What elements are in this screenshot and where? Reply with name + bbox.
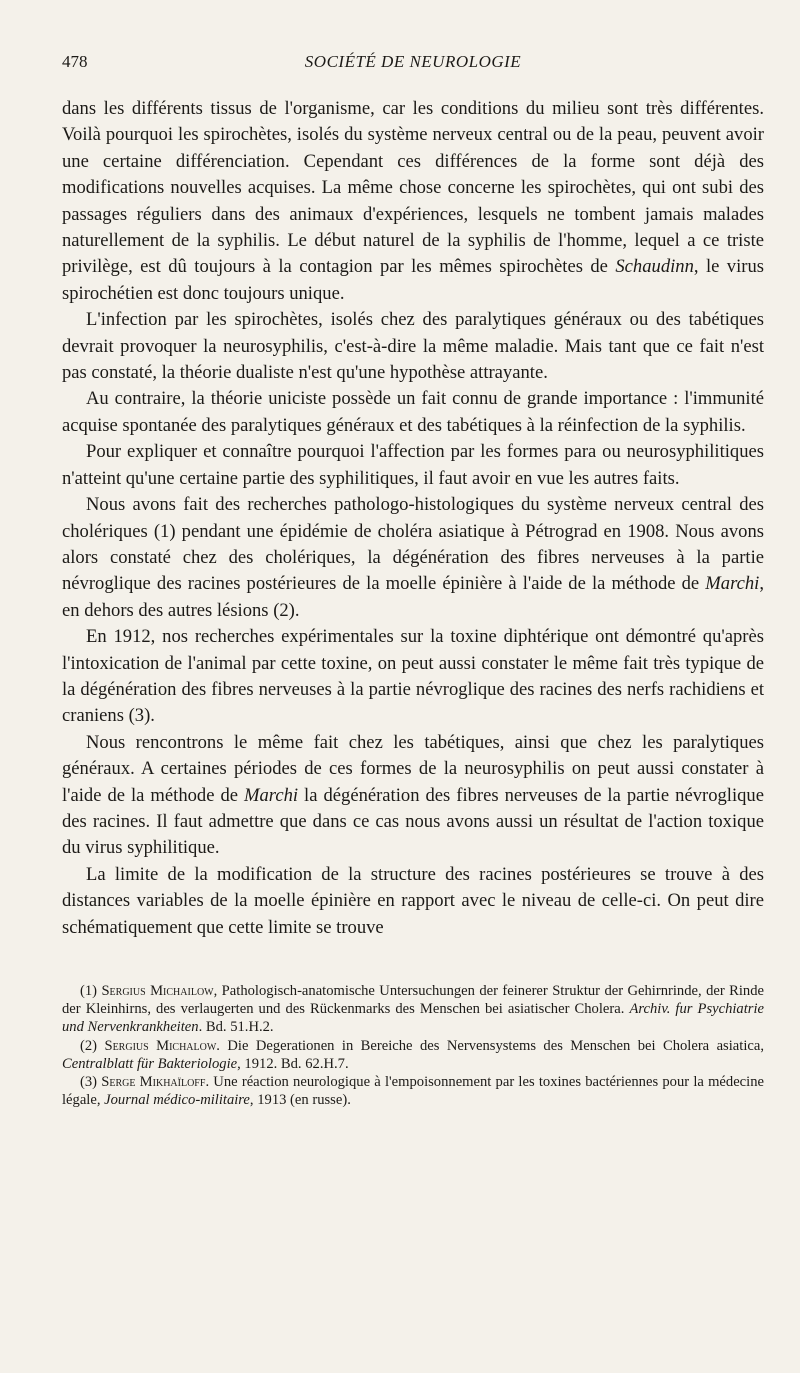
article-body xyxy=(62,96,764,941)
author-name-schaudinn: Schaudinn xyxy=(615,256,694,278)
method-name-marchi: Marchi xyxy=(705,573,760,595)
running-title: SOCIÉTÉ DE NEUROLOGIE xyxy=(304,52,522,71)
journal-page xyxy=(62,52,764,1109)
footnote-1: (1) Sergius Michailow, Pathologisch-anatomische Untersuchungen der feinerer Struktur der Gehirnrinde, der Rinde der Kleinhirns, des verlaugerten und des Rückenmarks des Menschen bei asiatischer Cholera. Archiv. fur Psychiatrie und Nervenkrankheiten. Bd. 51.H.2. xyxy=(62,983,764,1036)
page-number: 478 xyxy=(62,52,88,71)
running-head xyxy=(62,52,764,82)
footnote-3: (3) Serge Mikhaïloff. Une réaction neurologique à l'empoisonnement par les toxines bactériennes pour la médecine légale, Journal médico-militaire, 1913 (en russe). xyxy=(62,1074,764,1109)
paragraph-6: En 1912, nos recherches expérimentales sur la toxine diphtérique ont démontré qu'après l'intoxication de l'animal par cette toxine, on peut aussi constater le même fait très typique de la dégénération des fibres nerveuses à la partie névroglique des racines des nerfs rachidiens et craniens (3). xyxy=(62,626,764,727)
paragraph-7: Nous rencontrons le même fait chez les tabétiques, ainsi que chez les paralytiques généraux. A certaines périodes de ces formes de la neurosyphilis on peut aussi constater à l'aide de la méthode de Marchi la dégénération des fibres nerveuses de la partie névroglique des racines. Il faut admettre que dans ce cas nous avons aussi un résultat de l'action toxique du virus syphilitique. xyxy=(62,731,764,859)
footnotes xyxy=(62,982,764,1109)
paragraph-2: L'infection par les spirochètes, isolés chez des paralytiques généraux ou des tabétiques devrait provoquer la neurosyphilis, c'est-à-dire la même maladie. Mais tant que ce fait n'est pas constaté, la théorie dualiste n'est qu'une hypothèse attrayante. xyxy=(62,309,764,384)
footnote-journal: Archiv. fur Psychiatrie und Nervenkrankheiten xyxy=(62,1001,764,1036)
paragraph-1: dans les différents tissus de l'organisme, car les conditions du milieu sont très différentes. Voilà pourquoi les spirochètes, isolés du système nerveux central ou de la peau, peuvent avoir une certaine différenciation. Cependant ces différences de la forme sont déjà des modifications nouvelles acquises. La même chose concerne les spirochètes, qui ont subi des passages réguliers dans des animaux d'expériences, lesquels ne tombent jamais malades naturellement de la syphilis. Le début naturel de la syphilis de l'homme, lequel a ce triste privilège, est dû toujours à la contagion par les mêmes spirochètes de Schaudinn, le virus spirochétien est donc toujours unique. xyxy=(62,98,764,304)
paragraph-4: Pour expliquer et connaître pourquoi l'affection par les formes para ou neurosyphilitiques n'atteint qu'une certaine partie des syphilitiques, il faut avoir en vue les autres faits. xyxy=(62,441,764,489)
footnote-author: Sergius Michailow xyxy=(101,983,214,999)
method-name-marchi: Marchi xyxy=(244,784,299,806)
footnote-2: (2) Sergius Michalow. Die Degerationen in Bereiche des Nervensystems des Menschen bei Cholera asiatica, Centralblatt für Bakteriologie, 1912. Bd. 62.H.7. xyxy=(62,1037,764,1072)
footnote-author: Sergius Michalow xyxy=(104,1037,217,1054)
paragraph-3: Au contraire, la théorie uniciste possède un fait connu de grande importance : l'immunité acquise spontanée des paralytiques généraux et des tabétiques à la réinfection de la syphilis. xyxy=(62,388,764,436)
footnote-journal: Centralblatt für Bakteriologie xyxy=(62,1055,238,1072)
footnote-journal: Journal médico-militaire xyxy=(104,1092,250,1109)
paragraph-5: Nous avons fait des recherches pathologo-histologiques du système nerveux central des cholériques (1) pendant une épidémie de choléra asiatique à Pétrograd en 1908. Nous avons alors constaté chez des cholériques, la dégénération des fibres nerveuses à la partie névroglique des racines postérieures de la moelle épinière à l'aide de la méthode de Marchi, en dehors des autres lésions (2). xyxy=(62,494,764,621)
paragraph-8: La limite de la modification de la structure des racines postérieures se trouve à des distances variables de la moelle épinière en rapport avec le niveau de celle-ci. On peut dire schématiquement que cette limite se trouve xyxy=(62,863,764,938)
footnote-author: Serge Mikhaïloff xyxy=(101,1074,206,1091)
